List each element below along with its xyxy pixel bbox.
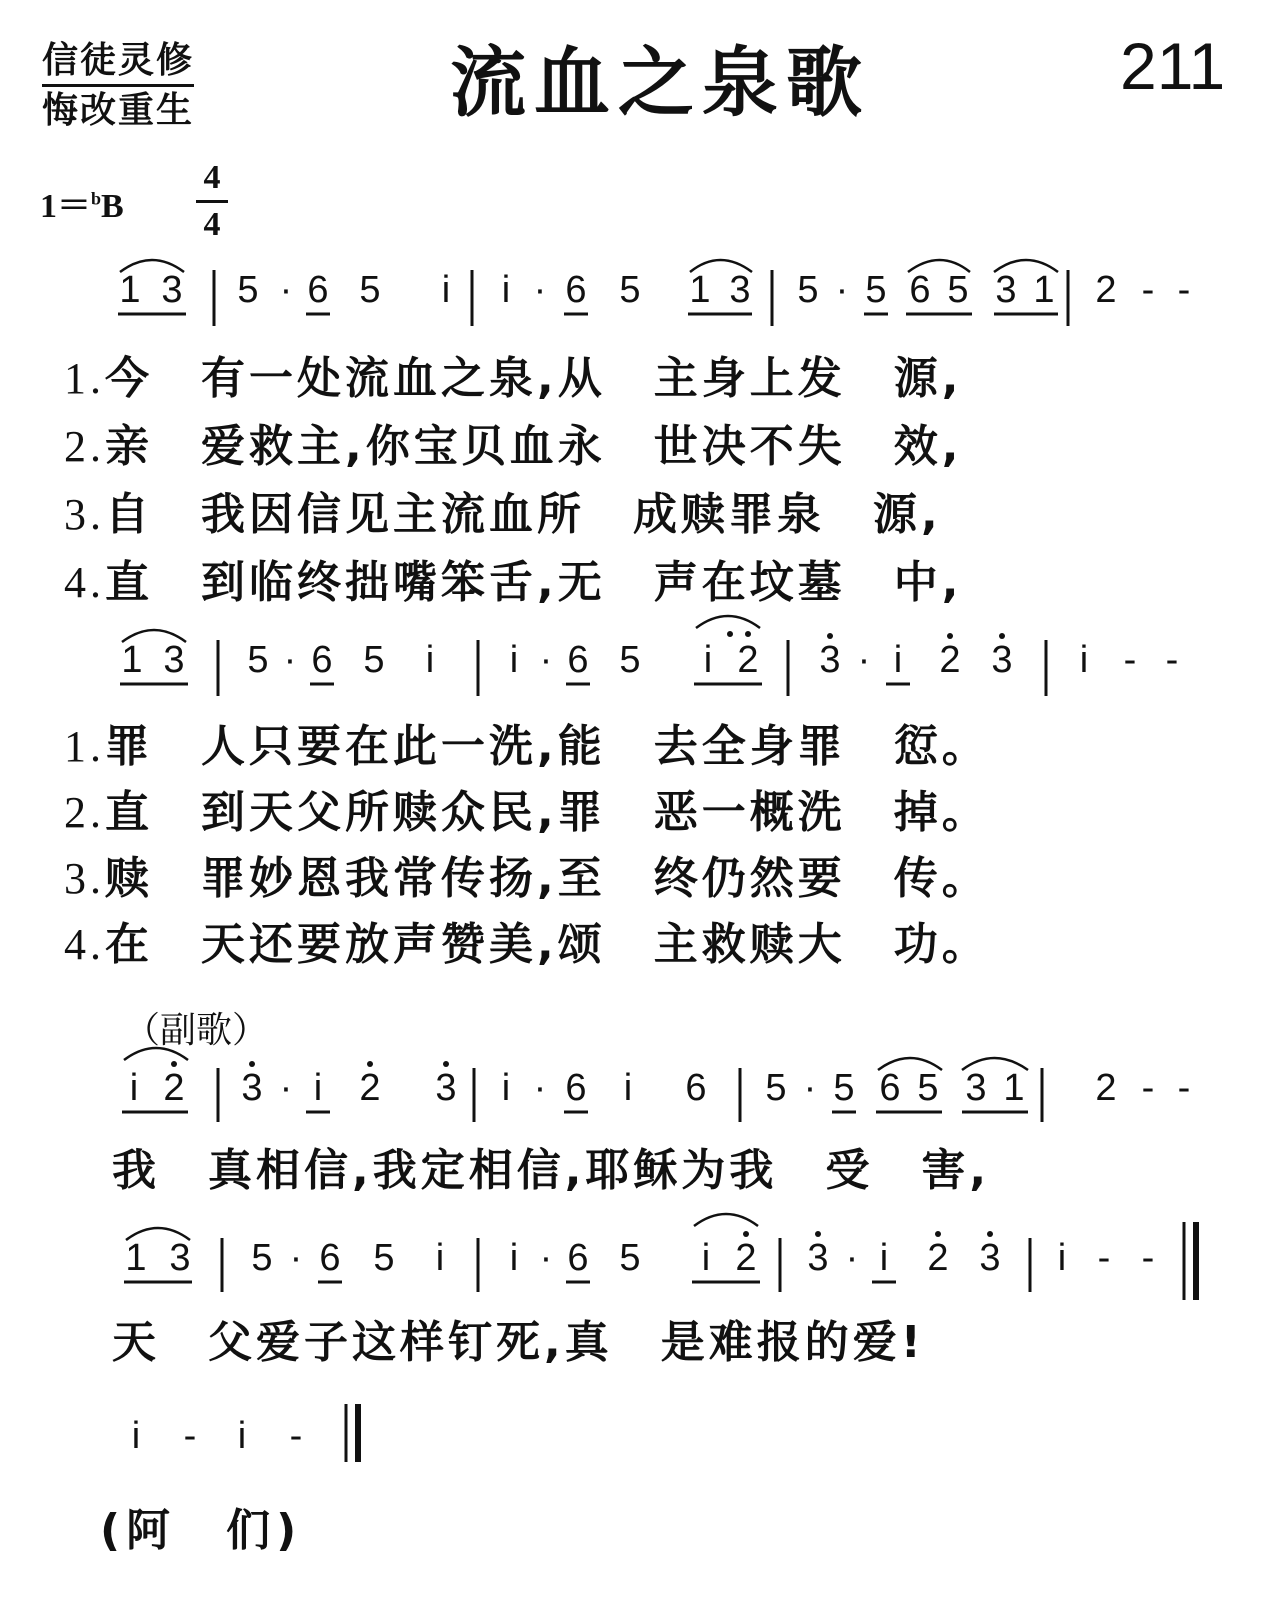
note: 5 — [359, 269, 381, 311]
slur — [994, 260, 1058, 272]
note: · — [845, 1237, 859, 1279]
note: 6 — [311, 639, 333, 681]
note: i — [129, 1067, 139, 1109]
note: 3 — [995, 269, 1017, 311]
note: · — [279, 269, 293, 311]
verse-1-lyrics-line-2: 1.罪 人只要在此一洗,能 去全身罪 愆。 — [64, 721, 990, 772]
note: · — [533, 1067, 547, 1109]
note: i — [501, 1067, 511, 1109]
note: 5 — [865, 269, 887, 311]
note: i — [501, 269, 511, 311]
slur — [908, 260, 970, 272]
verse-3-lyrics-line-2: 3.赎 罪妙恩我常传扬,至 终仍然要 传。 — [64, 853, 990, 904]
note: 6 — [909, 269, 931, 311]
note: 3 — [807, 1237, 829, 1279]
note: 6 — [685, 1067, 707, 1109]
note: 6 — [879, 1067, 901, 1109]
note: 5 — [619, 639, 641, 681]
note: 5 — [797, 269, 819, 311]
note: · — [533, 269, 547, 311]
amen-lyrics: (阿 们) — [100, 1505, 303, 1556]
note: 1 — [121, 639, 143, 681]
note: 6 — [565, 1067, 587, 1109]
note: i — [1079, 639, 1089, 681]
note: 5 — [251, 1237, 273, 1279]
note: 2 — [163, 1067, 185, 1109]
note: i — [701, 1237, 711, 1279]
note: 5 — [373, 1237, 395, 1279]
slur — [694, 1214, 758, 1226]
note: 3 — [241, 1067, 263, 1109]
verse-2-lyrics-line-2: 2.直 到天父所赎众民,罪 恶一概洗 掉。 — [64, 787, 990, 838]
time-numerator: 4 — [203, 159, 221, 196]
note: 6 — [567, 1237, 589, 1279]
note: 2 — [359, 1067, 381, 1109]
note: i — [425, 639, 435, 681]
note: 3 — [979, 1237, 1001, 1279]
slur — [962, 1058, 1028, 1070]
note: i — [1057, 1237, 1067, 1279]
note: i — [893, 639, 903, 681]
category-label-2: 悔改重生 — [42, 90, 195, 131]
note: i — [703, 639, 713, 681]
note: · — [289, 1237, 303, 1279]
note: · — [283, 639, 297, 681]
note: i — [623, 1067, 633, 1109]
refrain-label: （副歌） — [124, 1010, 269, 1051]
note: 1 — [1033, 269, 1055, 311]
note: 5 — [619, 269, 641, 311]
note: 6 — [565, 269, 587, 311]
note: · — [835, 269, 849, 311]
note: - — [1141, 1237, 1155, 1279]
note: 6 — [567, 639, 589, 681]
slur — [122, 630, 186, 642]
note: - — [1177, 1067, 1191, 1109]
note: 1 — [125, 1237, 147, 1279]
refrain-lyrics-line-2: 天 父爱子这样钉死,真 是难报的爱! — [112, 1317, 925, 1368]
note: 5 — [247, 639, 269, 681]
note: - — [1123, 639, 1137, 681]
note: 2 — [735, 1237, 757, 1279]
hymn-number: 211 — [1120, 29, 1226, 103]
time-denominator: 4 — [203, 206, 221, 243]
note: 5 — [917, 1067, 939, 1109]
note: 5 — [947, 269, 969, 311]
note: i — [879, 1237, 889, 1279]
note: · — [857, 639, 871, 681]
slur — [696, 616, 760, 628]
note: 1 — [119, 269, 141, 311]
note: 3 — [965, 1067, 987, 1109]
note: 2 — [927, 1237, 949, 1279]
slur — [126, 1228, 190, 1240]
note: 5 — [833, 1067, 855, 1109]
note: 3 — [819, 639, 841, 681]
note: - — [1141, 1067, 1155, 1109]
note: i — [509, 639, 519, 681]
verse-1-lyrics-line-1: 1.今 有一处流血之泉,从 主身上发 源, — [64, 353, 963, 404]
verse-4-lyrics-line-1: 4.直 到临终拙嘴笨舌,无 声在坟墓 中, — [64, 557, 963, 608]
category-label-1: 信徒灵修 — [42, 38, 194, 87]
verse-3-lyrics-line-1: 3.自 我因信见主流血所 成赎罪泉 源, — [64, 489, 942, 540]
refrain-lyrics-line-1: 我 真相信,我定相信,耶稣为我 受 害, — [112, 1145, 991, 1196]
note: 5 — [765, 1067, 787, 1109]
note: - — [1165, 639, 1179, 681]
note: - — [1097, 1237, 1111, 1279]
note: 6 — [307, 269, 329, 311]
note: i — [237, 1415, 247, 1457]
note: i — [131, 1415, 141, 1457]
note: 5 — [237, 269, 259, 311]
note: · — [539, 1237, 553, 1279]
slur — [690, 260, 752, 272]
verse-2-lyrics-line-1: 2.亲 爱救主,你宝贝血永 世决不失 效, — [64, 421, 963, 472]
note: i — [435, 1237, 445, 1279]
note: · — [279, 1067, 293, 1109]
verse-4-lyrics-line-2: 4.在 天还要放声赞美,颂 主救赎大 功。 — [64, 919, 990, 970]
note: 2 — [939, 639, 961, 681]
note: 6 — [319, 1237, 341, 1279]
note: - — [1177, 269, 1191, 311]
hymn-title: 流血之泉歌 — [450, 38, 870, 127]
note: 3 — [163, 639, 185, 681]
note: 2 — [1095, 269, 1117, 311]
note: 3 — [161, 269, 183, 311]
note: 3 — [169, 1237, 191, 1279]
note: 3 — [729, 269, 751, 311]
slur — [878, 1058, 942, 1070]
note: · — [539, 639, 553, 681]
slur — [124, 1048, 188, 1060]
key-signature: 1＝$^b$B — [40, 188, 124, 225]
note: 5 — [363, 639, 385, 681]
note: - — [1141, 269, 1155, 311]
note: - — [183, 1415, 197, 1457]
note: 2 — [1095, 1067, 1117, 1109]
note: i — [509, 1237, 519, 1279]
note: 3 — [435, 1067, 457, 1109]
slur — [120, 260, 184, 272]
note: 5 — [619, 1237, 641, 1279]
note: - — [289, 1415, 303, 1457]
note: 1 — [1003, 1067, 1025, 1109]
note: · — [803, 1067, 817, 1109]
note: i — [441, 269, 451, 311]
note: 1 — [689, 269, 711, 311]
note: 3 — [991, 639, 1013, 681]
note: 2 — [737, 639, 759, 681]
note: i — [313, 1067, 323, 1109]
